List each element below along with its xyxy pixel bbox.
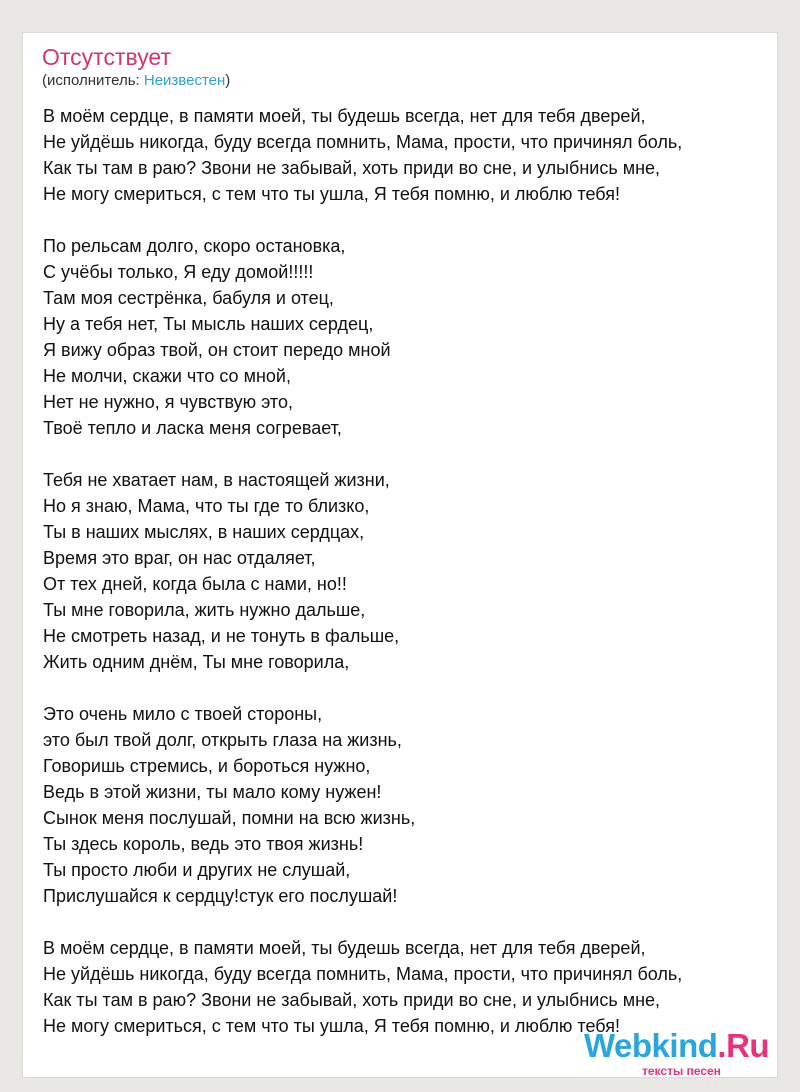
watermark-brand-tld: .Ru [717, 1027, 770, 1064]
lyric-line: Ведь в этой жизни, ты мало кому нужен! [43, 782, 382, 802]
stanza-gap [43, 441, 783, 467]
lyric-line: Не могу смериться, с тем что ты ушла, Я тебя помню, и люблю тебя! [43, 1016, 620, 1036]
stanza-gap [43, 675, 783, 701]
lyric-line: По рельсам долго, скоро остановка, [43, 236, 346, 256]
artist-line [42, 72, 230, 90]
lyrics-text [43, 103, 783, 1039]
lyric-line: Жить одним днём, Ты мне говорила, [43, 652, 350, 672]
lyric-line: В моём сердце, в памяти моей, ты будешь всегда, нет для тебя дверей, [43, 938, 646, 958]
stanza-gap [43, 207, 783, 233]
lyric-line: Не уйдёшь никогда, буду всегда помнить, Мама, прости, что причинял боль, [43, 964, 683, 984]
lyric-line: Не уйдёшь никогда, буду всегда помнить, Мама, прости, что причинял боль, [43, 132, 683, 152]
webkind-watermark-logo [584, 1028, 774, 1084]
artist-link[interactable]: Неизвестен [143, 72, 226, 89]
lyric-line: Как ты там в раю? Звони не забывай, хоть приди во сне, и улыбнись мне, [43, 990, 661, 1010]
lyric-line: Ты мне говорила, жить нужно дальше, [43, 600, 366, 620]
lyric-line: Ты просто люби и других не слушай, [43, 860, 351, 880]
stanza-gap [43, 909, 783, 935]
lyric-line: Там моя сестрёнка, бабуля и отец, [43, 288, 334, 308]
lyric-line: С учёбы только, Я еду домой!!!!! [43, 262, 314, 282]
lyric-line: это был твой долг, открыть глаза на жизнь, [43, 730, 402, 750]
lyric-line: От тех дней, когда была с нами, но!! [43, 574, 347, 594]
lyric-line: В моём сердце, в памяти моей, ты будешь всегда, нет для тебя дверей, [43, 106, 646, 126]
artist-prefix: (исполнитель: [42, 72, 144, 89]
lyric-line: Как ты там в раю? Звони не забывай, хоть приди во сне, и улыбнись мне, [43, 158, 661, 178]
lyric-line: Не молчи, скажи что со мной, [43, 366, 291, 386]
lyric-line: Говоришь стремись, и бороться нужно, [43, 756, 371, 776]
lyric-line: Не смотреть назад, и не тонуть в фальше, [43, 626, 400, 646]
lyric-line: Сынок меня послушай, помни на всю жизнь, [43, 808, 416, 828]
lyrics-stanza-3 [43, 467, 783, 675]
watermark-brand [584, 1028, 769, 1064]
lyric-line: Но я знаю, Мама, что ты где то близко, [43, 496, 370, 516]
lyrics-stanza-5 [43, 935, 783, 1039]
lyrics-stanza-2 [43, 233, 783, 441]
lyric-line: Тебя не хватает нам, в настоящей жизни, [43, 470, 390, 490]
lyric-line: Прислушайся к сердцу!стук его послушай! [43, 886, 398, 906]
lyric-line: Не могу смериться, с тем что ты ушла, Я тебя помню, и люблю тебя! [43, 184, 620, 204]
lyric-line: Ты здесь король, ведь это твоя жизнь! [43, 834, 364, 854]
artist-suffix: ) [225, 72, 231, 89]
lyric-line: Я вижу образ твой, он стоит передо мной [43, 340, 391, 360]
watermark-brand-name: Webkind [584, 1027, 718, 1064]
lyric-line: Время это враг, он нас отдаляет, [43, 548, 316, 568]
lyric-line: Твоё тепло и ласка меня согревает, [43, 418, 342, 438]
watermark-tagline: тексты песен [642, 1064, 721, 1078]
lyric-line: Это очень мило с твоей стороны, [43, 704, 323, 724]
song-title: Отсутствует [42, 44, 171, 70]
lyric-line: Ну а тебя нет, Ты мысль наших сердец, [43, 314, 374, 334]
lyrics-stanza-4 [43, 701, 783, 909]
lyrics-stanza-1 [43, 103, 783, 207]
lyric-line: Нет не нужно, я чувствую это, [43, 392, 293, 412]
lyric-line: Ты в наших мыслях, в наших сердцах, [43, 522, 365, 542]
